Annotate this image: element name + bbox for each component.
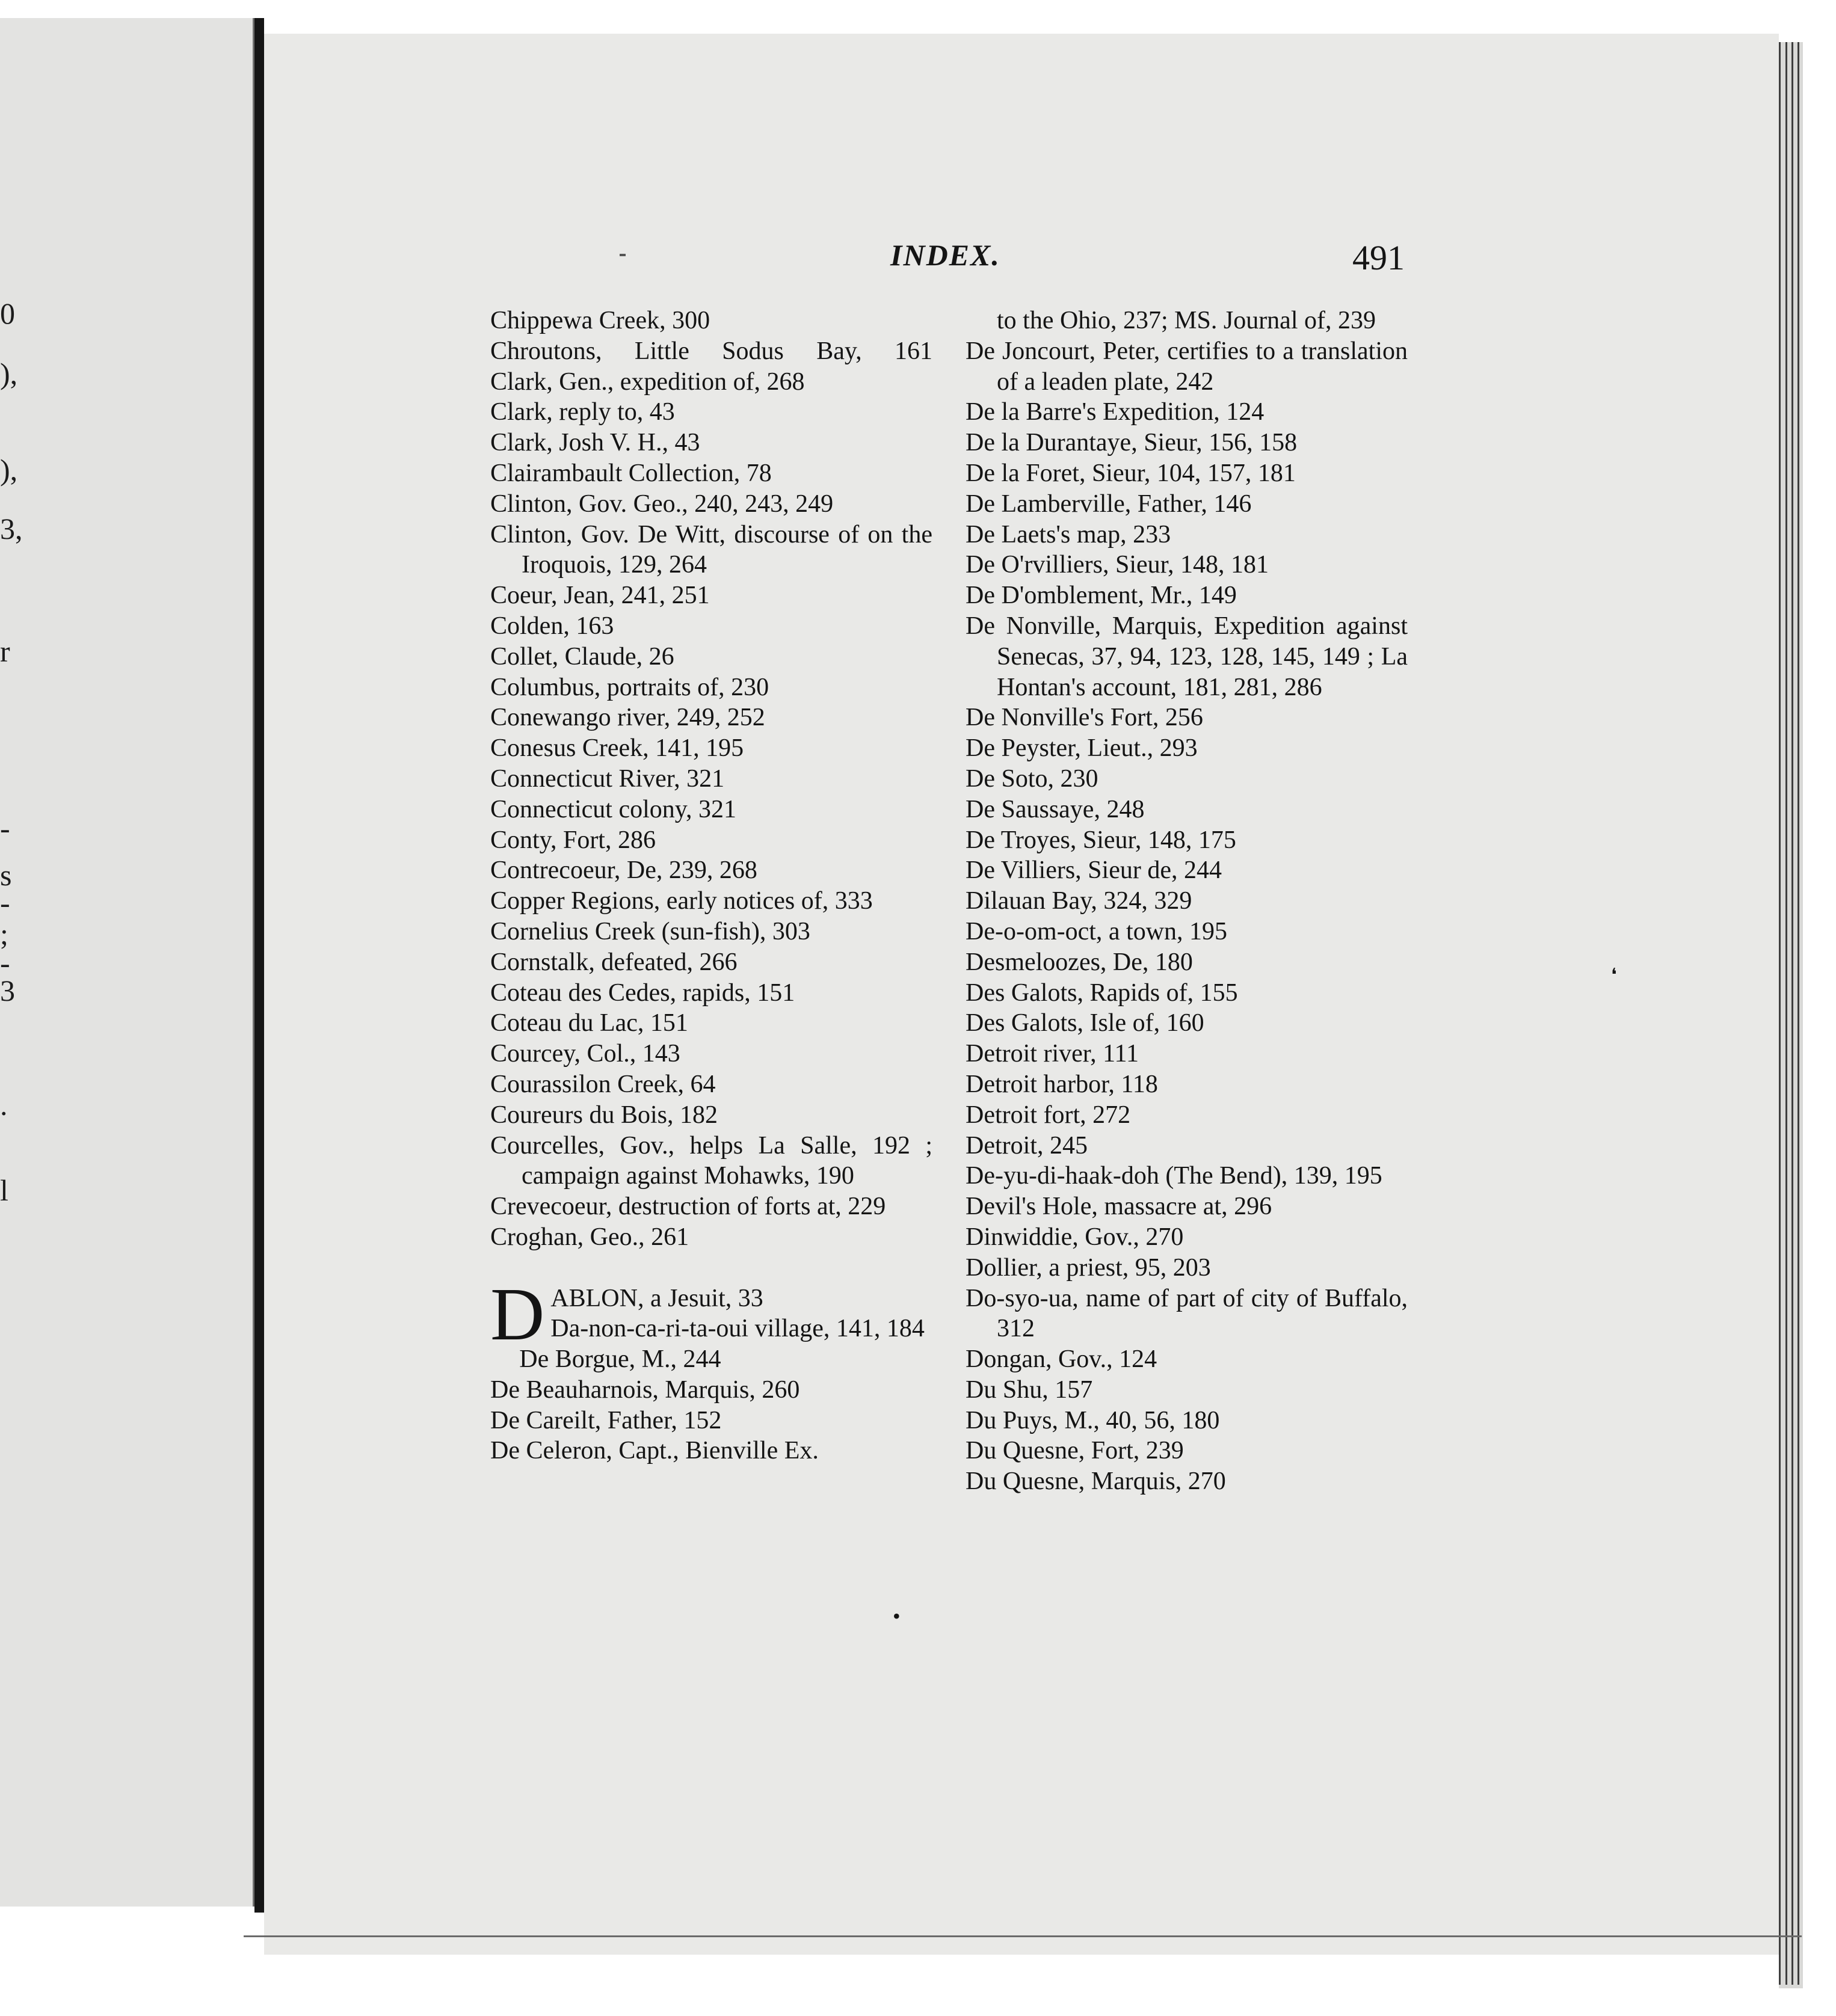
index-entry: Colden, 163	[490, 612, 614, 640]
index-entry: Coureurs du Bois, 182	[490, 1101, 718, 1129]
index-entry: Croghan, Geo., 261	[490, 1223, 689, 1251]
page-edge-line	[1779, 42, 1781, 1985]
index-entry: De D'omblement, Mr., 149	[966, 582, 1237, 610]
index-entry: Conesus Creek, 141, 195	[490, 734, 744, 763]
index-entry: Detroit, 245	[966, 1131, 1088, 1160]
index-column-right	[966, 306, 1408, 1497]
page-edge-line	[1797, 42, 1799, 1985]
index-entry: Dongan, Gov., 124	[966, 1345, 1157, 1374]
index-entry: Do-syo-ua, name of part of city of Buffalo, 312	[966, 1284, 1408, 1343]
index-entry: De Peyster, Lieut., 293	[966, 734, 1198, 763]
index-entry: Conty, Fort, 286	[490, 826, 656, 854]
left-page-fragment: ),	[0, 453, 18, 487]
index-column-left	[490, 306, 932, 1466]
index-entry: De-o-om-oct, a town, 195	[966, 917, 1228, 945]
index-entry: De Nonville, Marquis, Expedition against Senecas, 37, 94, 123, 128, 145, 149 ; La Hontan's account, 181, 281, 286	[966, 612, 1408, 701]
page-bottom-edge	[244, 1935, 1802, 1937]
index-entry: De Celeron, Capt., Bienville Ex.	[490, 1437, 819, 1465]
index-entry: Du Puys, M., 40, 56, 180	[966, 1406, 1220, 1434]
index-entry: De Saussaye, 248	[966, 795, 1145, 823]
index-entry: Courcelles, Gov., helps La Salle, 192 ; campaign against Mohawks, 190	[490, 1131, 932, 1190]
left-page-fragment: 3	[0, 974, 15, 1007]
page-stack-edge	[1779, 42, 1803, 1988]
index-entry: Connecticut River, 321	[490, 764, 725, 793]
index-entry: Des Galots, Rapids of, 155	[966, 979, 1238, 1007]
index-entry: Detroit river, 111	[966, 1040, 1139, 1068]
index-entry: Du Quesne, Marquis, 270	[966, 1467, 1226, 1496]
index-entry: Clinton, Gov. Geo., 240, 243, 249	[490, 490, 834, 518]
left-page-fragment: -	[0, 946, 10, 980]
index-entry: Detroit harbor, 118	[966, 1070, 1158, 1098]
index-entry-text	[522, 1314, 932, 1344]
book-gutter	[254, 18, 264, 1913]
index-entry: Clark, reply to, 43	[490, 398, 675, 426]
left-page-fragment: ),	[0, 357, 18, 390]
index-entry: Cornelius Creek (sun-fish), 303	[490, 917, 810, 945]
index-entry: Clinton, Gov. De Witt, discourse of on the Iroquois, 129, 264	[490, 520, 932, 579]
left-page-fragment: ;	[0, 917, 8, 951]
index-entry: Coeur, Jean, 241, 251	[490, 582, 710, 610]
left-page-fragment: l	[0, 1173, 8, 1207]
index-entry: De Nonville's Fort, 256	[966, 704, 1203, 732]
stray-ink-mark: •	[893, 1604, 901, 1628]
left-page-fragment: -	[0, 811, 10, 845]
index-entry: De Laets's map, 233	[966, 520, 1171, 549]
index-entry: Crevecoeur, destruction of forts at, 229	[490, 1193, 886, 1221]
index-entry: Connecticut colony, 321	[490, 795, 737, 823]
index-entry: Chippewa Creek, 300	[490, 307, 710, 334]
index-entry: Chroutons, Little Sodus Bay, 161	[490, 337, 932, 365]
index-entry: De Troyes, Sieur, 148, 175	[966, 826, 1236, 854]
index-entry: Des Galots, Isle of, 160	[966, 1009, 1204, 1037]
index-entry: Contrecoeur, De, 239, 268	[490, 856, 757, 885]
left-page-fragment: -	[0, 886, 10, 920]
index-entry: Copper Regions, early notices of, 333	[490, 887, 873, 915]
index-entry: De-yu-di-haak-doh (The Bend), 139, 195	[966, 1162, 1382, 1190]
index-entry: De la Durantaye, Sieur, 156, 158	[966, 429, 1298, 457]
left-page-edge	[0, 18, 254, 1907]
index-entry: Desmeloozes, De, 180	[966, 948, 1193, 976]
stray-ink-mark: ❛	[1611, 965, 1617, 985]
drop-cap: D	[490, 1273, 545, 1356]
index-entry: Coteau des Cedes, rapids, 151	[490, 979, 795, 1007]
index-entry: Devil's Hole, massacre at, 296	[966, 1193, 1272, 1221]
left-page-fragment: r	[0, 635, 10, 668]
page-number: 491	[1352, 238, 1405, 277]
index-entry: De Careilt, Father, 152	[490, 1406, 722, 1434]
index-entry: De Lamberville, Father, 146	[966, 490, 1252, 518]
index-entry: Clairambault Collection, 78	[490, 459, 772, 487]
index-entry: Courcey, Col., 143	[490, 1040, 680, 1068]
header-dash-mark	[620, 254, 626, 256]
index-entry: Detroit fort, 272	[966, 1101, 1131, 1129]
index-entry: Clark, Gen., expedition of, 268	[490, 367, 805, 396]
left-page-fragment: 0	[0, 297, 15, 330]
index-entry: Collet, Claude, 26	[490, 642, 674, 671]
index-entry: Cornstalk, defeated, 266	[490, 948, 738, 976]
index-entry: Dinwiddie, Gov., 270	[966, 1223, 1184, 1251]
index-entry: Courassilon Creek, 64	[490, 1070, 716, 1098]
index-entry: De Villiers, Sieur de, 244	[966, 856, 1222, 885]
index-entry: Clark, Josh V. H., 43	[490, 429, 700, 457]
index-entry: Dilauan Bay, 324, 329	[966, 887, 1192, 915]
page-edge-line	[1791, 42, 1793, 1985]
index-entry: De Beauharnois, Marquis, 260	[490, 1375, 800, 1404]
index-entry: De Borgue, M., 244	[519, 1345, 721, 1374]
index-entry: ABLON, a Jesuit, 33	[550, 1284, 763, 1312]
index-entry: Coteau du Lac, 151	[490, 1009, 688, 1037]
index-entry: Dollier, a priest, 95, 203	[966, 1253, 1211, 1282]
page-edge-line	[1785, 42, 1787, 1985]
index-entry-continuation: to the Ohio, 237; MS. Journal of, 239	[997, 307, 1376, 334]
index-entry: De Soto, 230	[966, 764, 1098, 793]
index-entry: De Joncourt, Peter, certifies to a translation of a leaden plate, 242	[966, 337, 1408, 396]
index-entry: Conewango river, 249, 252	[490, 704, 765, 732]
running-title: INDEX.	[890, 238, 1000, 272]
index-entry: De O'rvilliers, Sieur, 148, 181	[966, 551, 1269, 579]
index-entry: De la Barre's Expedition, 124	[966, 398, 1265, 426]
left-page-fragment: .	[0, 1088, 8, 1122]
index-entry: Du Quesne, Fort, 239	[966, 1437, 1184, 1465]
index-entry-text: Da-non-ca-ri-ta-oui village, 141, 184	[550, 1315, 925, 1343]
index-entry: Columbus, portraits of, 230	[490, 673, 769, 701]
left-page-fragment: 3,	[0, 512, 23, 545]
index-entry: De la Foret, Sieur, 104, 157, 181	[966, 459, 1296, 487]
index-entry: Du Shu, 157	[966, 1375, 1093, 1404]
left-page-fragment: s	[0, 858, 12, 892]
